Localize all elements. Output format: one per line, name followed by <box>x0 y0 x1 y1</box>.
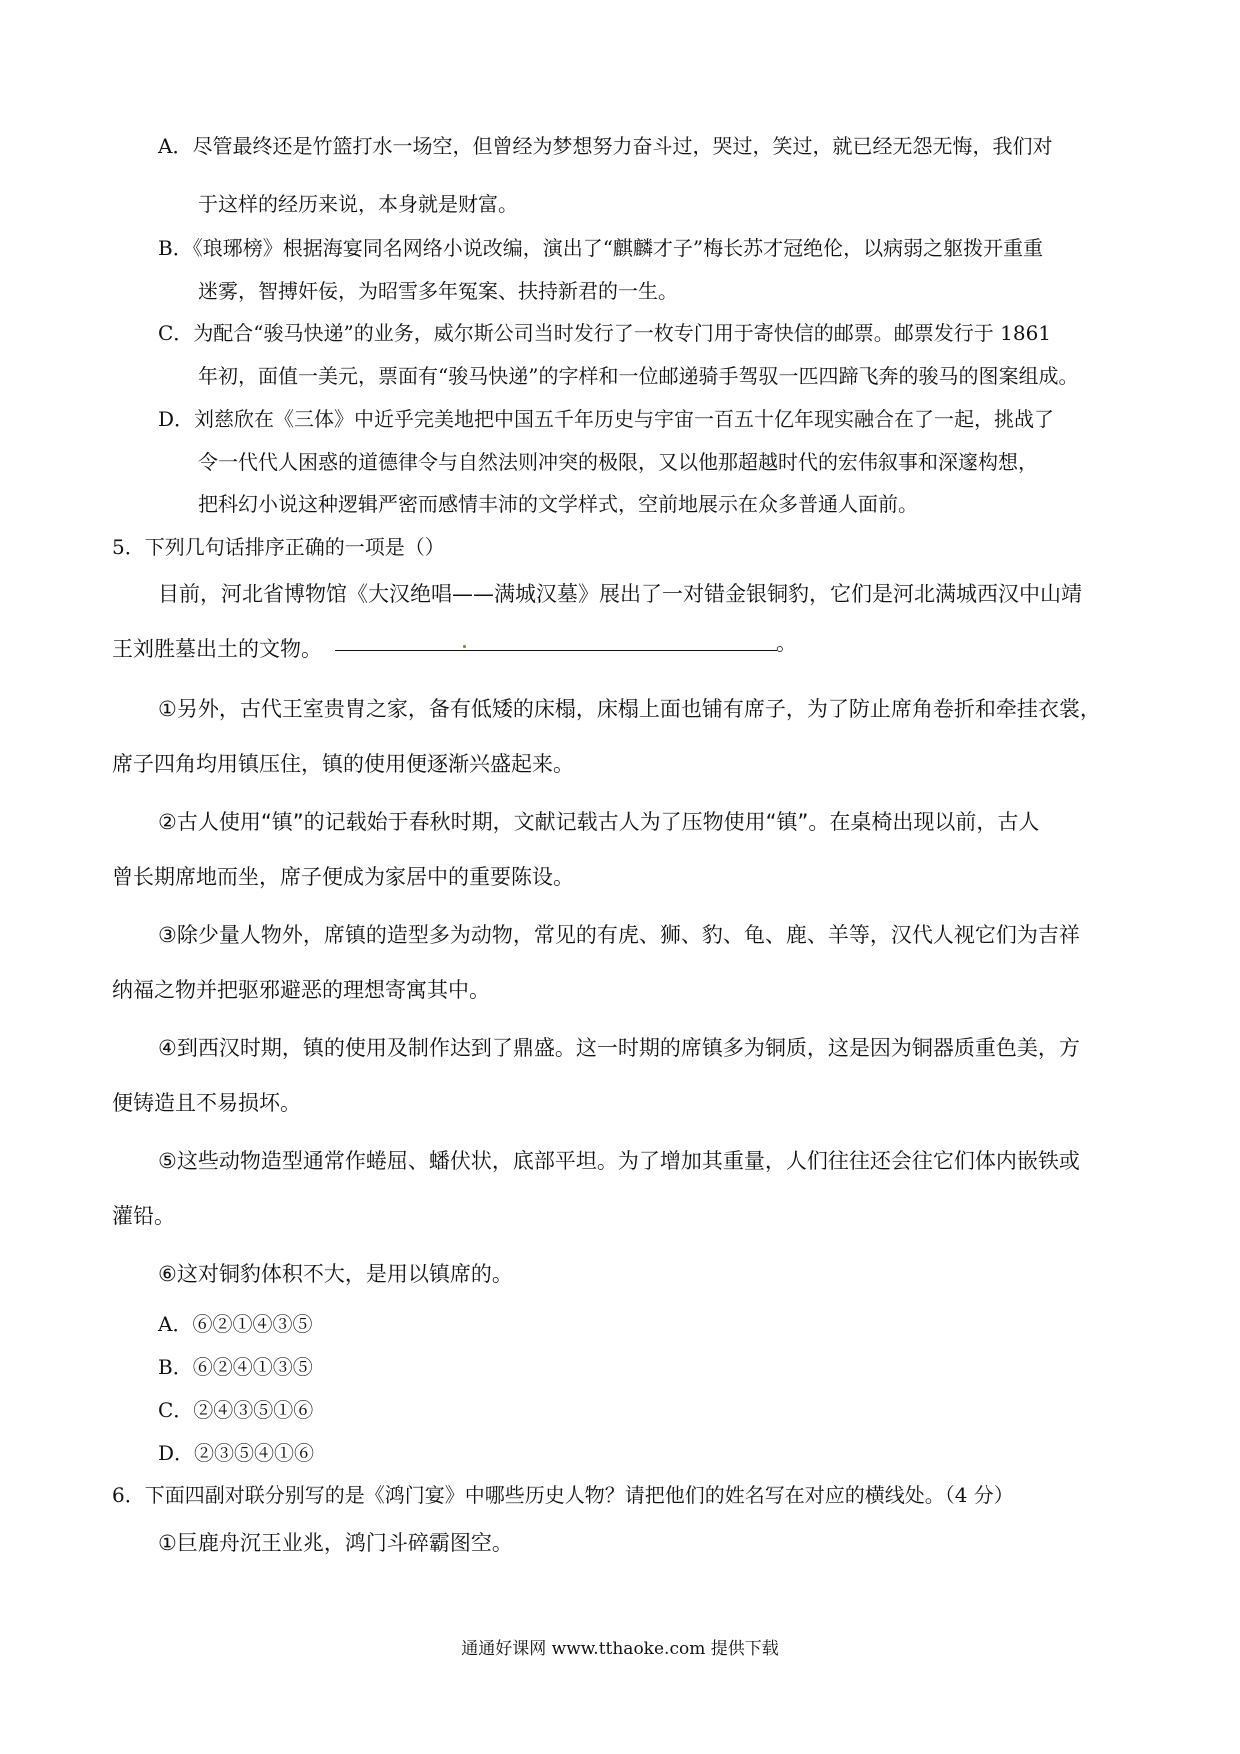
q4-option-c-cont: 年初，面值一美元，票面有“骏马快递”的字样和一位邮递骑手驾驭一匹四蹄飞奔的骏马的图案组成。 <box>198 364 1079 388</box>
sentence-2-line1: ②古人使用“镇”的记载始于春秋时期，文献记载古人为了压物使用“镇”。在桌椅出现以前，古人 <box>158 810 1040 834</box>
q4-option-b <box>158 238 1043 258</box>
sentence-3-line1: ③除少量人物外，席镇的造型多为动物，常见的有虎、狮、豹、龟、鹿、羊等，汉代人视它们为吉祥 <box>158 923 1080 947</box>
q5-option-a: A．⑥②①④③⑤ <box>158 1312 313 1336</box>
option-letter: C． <box>158 321 194 345</box>
option-letter: D． <box>158 407 195 431</box>
sentence-4-line1: ④到西汉时期，镇的使用及制作达到了鼎盛。这一时期的席镇多为铜质，这是因为铜器质重色美，方 <box>158 1036 1080 1060</box>
sentence-1-line2: 席子四角均用镇压住，镇的使用便逐渐兴盛起来。 <box>112 752 574 776</box>
q4-option-a <box>158 136 1052 156</box>
q6-couplet-1: ①巨鹿舟沉王业兆，鸿门斗碎霸图空。 <box>158 1531 513 1555</box>
sentence-5-line2: 灌铅。 <box>112 1204 175 1228</box>
q4-option-d <box>158 409 1054 429</box>
page-footer: 通通好课网 www.tthaoke.com 提供下载 <box>461 1639 779 1659</box>
q6-stem: 6．下面四副对联分别写的是《鸿门宴》中哪些历史人物？请把他们的姓名写在对应的横线处。（4 分） <box>112 1483 1014 1507</box>
answer-blank[interactable] <box>335 650 777 651</box>
sentence-6: ⑥这对铜豹体积不大，是用以镇席的。 <box>158 1262 513 1286</box>
q4-option-d-cont1: 令一代代人困惑的道德律令与自然法则冲突的极限，又以他那超越时代的宏伟叙事和深邃构想， <box>198 450 1038 474</box>
q5-stem: 5．下列几句话排序正确的一项是（） <box>112 535 445 559</box>
sentence-3-line2: 纳福之物并把驱邪避恶的理想寄寓其中。 <box>112 978 490 1002</box>
sentence-4-line2: 便铸造且不易损坏。 <box>112 1091 301 1115</box>
q4-option-d-cont2: 把科幻小说这种逻辑严密而感情丰沛的文学样式，空前地展示在众多普通人面前。 <box>198 492 918 516</box>
sentence-2-line2: 曾长期席地而坐，席子便成为家居中的重要陈设。 <box>112 865 574 889</box>
option-text: 为配合“骏马快递”的业务，威尔斯公司当时发行了一枚专门用于寄快信的邮票。邮票发行于 1861 <box>193 321 1052 345</box>
q5-option-c: C．②④③⑤①⑥ <box>158 1398 314 1422</box>
option-text: 《琅琊榜》根据海宴同名网络小说改编，演出了“麒麟才子”梅长苏才冠绝伦，以病弱之躯拨开重重 <box>192 236 1044 260</box>
q4-option-c <box>158 323 1051 343</box>
option-text: 尽管最终还是竹篮打水一场空，但曾经为梦想努力奋斗过，哭过，笑过，就已经无怨无悔，我们对 <box>192 134 1053 158</box>
intro-end-period: 。 <box>776 631 797 655</box>
option-letter: A． <box>158 134 193 158</box>
q4-option-a-cont: 于这样的经历来说，本身就是财富。 <box>198 192 518 216</box>
option-text: 刘慈欣在《三体》中近乎完美地把中国五千年历史与宇宙一百五十亿年现实融合在了一起，挑战了 <box>194 407 1055 431</box>
q5-intro-line1: 目前，河北省博物馆《大汉绝唱——满城汉墓》展出了一对错金银铜豹，它们是河北满城西汉中山靖 <box>158 582 1082 606</box>
ink-speck <box>463 645 466 648</box>
q4-option-b-cont: 迷雾，智搏奸佞，为昭雪多年冤案、扶持新君的一生。 <box>198 279 678 303</box>
option-letter: B． <box>158 236 193 260</box>
q5-intro-line2: 王刘胜墓出土的文物。 <box>112 637 322 661</box>
sentence-5-line1: ⑤这些动物造型通常作蜷屈、蟠伏状，底部平坦。为了增加其重量，人们往往还会往它们体内嵌铁或 <box>158 1149 1080 1173</box>
q5-option-d: D．②③⑤④①⑥ <box>158 1441 315 1465</box>
sentence-1-line1: ①另外，古代王室贵胄之家，备有低矮的床榻，床榻上面也铺有席子，为了防止席角卷折和牵挂衣裳， <box>158 697 1101 721</box>
q5-option-b: B．⑥②④①③⑤ <box>158 1355 313 1379</box>
